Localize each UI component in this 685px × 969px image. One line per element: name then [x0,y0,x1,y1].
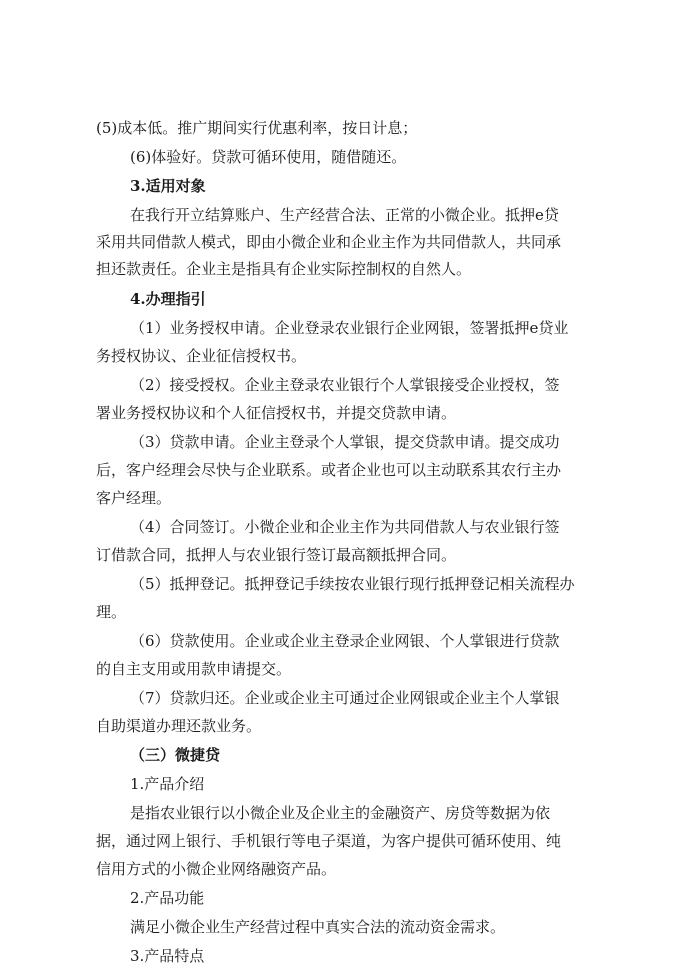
paragraph-line: 署业务授权协议和个人征信授权书，并提交贷款申请。 [96,404,457,422]
section-heading-applicable-objects: 3.适用对象 [130,177,206,195]
subheading-product-function: 2.产品功能 [130,889,205,907]
paragraph-line: （7）贷款归还。企业或企业主可通过企业网银或企业主个人掌银 [130,689,560,707]
paragraph-line: （5）抵押登记。抵押登记手续按农业银行现行抵押登记相关流程办 [130,575,575,593]
paragraph-line: 务授权协议、企业征信授权书。 [96,347,307,365]
paragraph-line: 后，客户经理会尽快与企业联系。或者企业也可以主动联系其农行主办 [96,461,562,479]
paragraph-line: 客户经理。 [96,489,172,507]
paragraph-line: 是指农业银行以小微企业及企业主的金融资产、房贷等数据为依 [130,804,551,822]
paragraph-line: （6）贷款使用。企业或企业主登录企业网银、个人掌银进行贷款 [130,632,560,650]
subheading-product-features: 3.产品特点 [130,947,205,965]
subheading-product-intro: 1.产品介绍 [130,775,205,793]
paragraph-line: （1）业务授权申请。企业登录农业银行企业网银，签署抵押e贷业 [130,319,569,337]
paragraph-line: （4）合同签订。小微企业和企业主作为共同借款人与农业银行签 [130,518,560,536]
paragraph-line: 信用方式的小微企业网络融资产品。 [96,860,337,878]
paragraph-line: 采用共同借款人模式，即由小微企业和企业主作为共同借款人，共同承 [96,233,562,251]
paragraph-line: 自助渠道办理还款业务。 [96,717,262,735]
paragraph-line: 在我行开立结算账户、生产经营合法、正常的小微企业。抵押e贷 [130,206,559,224]
paragraph-line: 的自主支用或用款申请提交。 [96,660,292,678]
paragraph-line: （2）接受授权。企业主登录农业银行个人掌银接受企业授权，签 [130,376,560,394]
feature-good-experience: (6)体验好。贷款可循环使用，随借随还。 [130,148,407,166]
paragraph-line: 订借款合同，抵押人与农业银行签订最高额抵押合同。 [96,546,457,564]
paragraph-line: 理。 [96,603,127,621]
paragraph-line: 担还款责任。企业主是指具有企业实际控制权的自然人。 [96,260,472,278]
section-heading-procedure-guide: 4.办理指引 [130,290,206,308]
feature-low-cost: (5)成本低。推广期间实行优惠利率，按日计息； [96,119,418,137]
section-heading-weijiedai: （三）微捷贷 [130,746,221,764]
paragraph-line: 满足小微企业生产经营过程中真实合法的流动资金需求。 [130,918,506,936]
paragraph-line: 据，通过网上银行、手机银行等电子渠道，为客户提供可循环使用、纯 [96,832,562,850]
paragraph-line: （3）贷款申请。企业主登录个人掌银，提交贷款申请。提交成功 [130,433,560,451]
